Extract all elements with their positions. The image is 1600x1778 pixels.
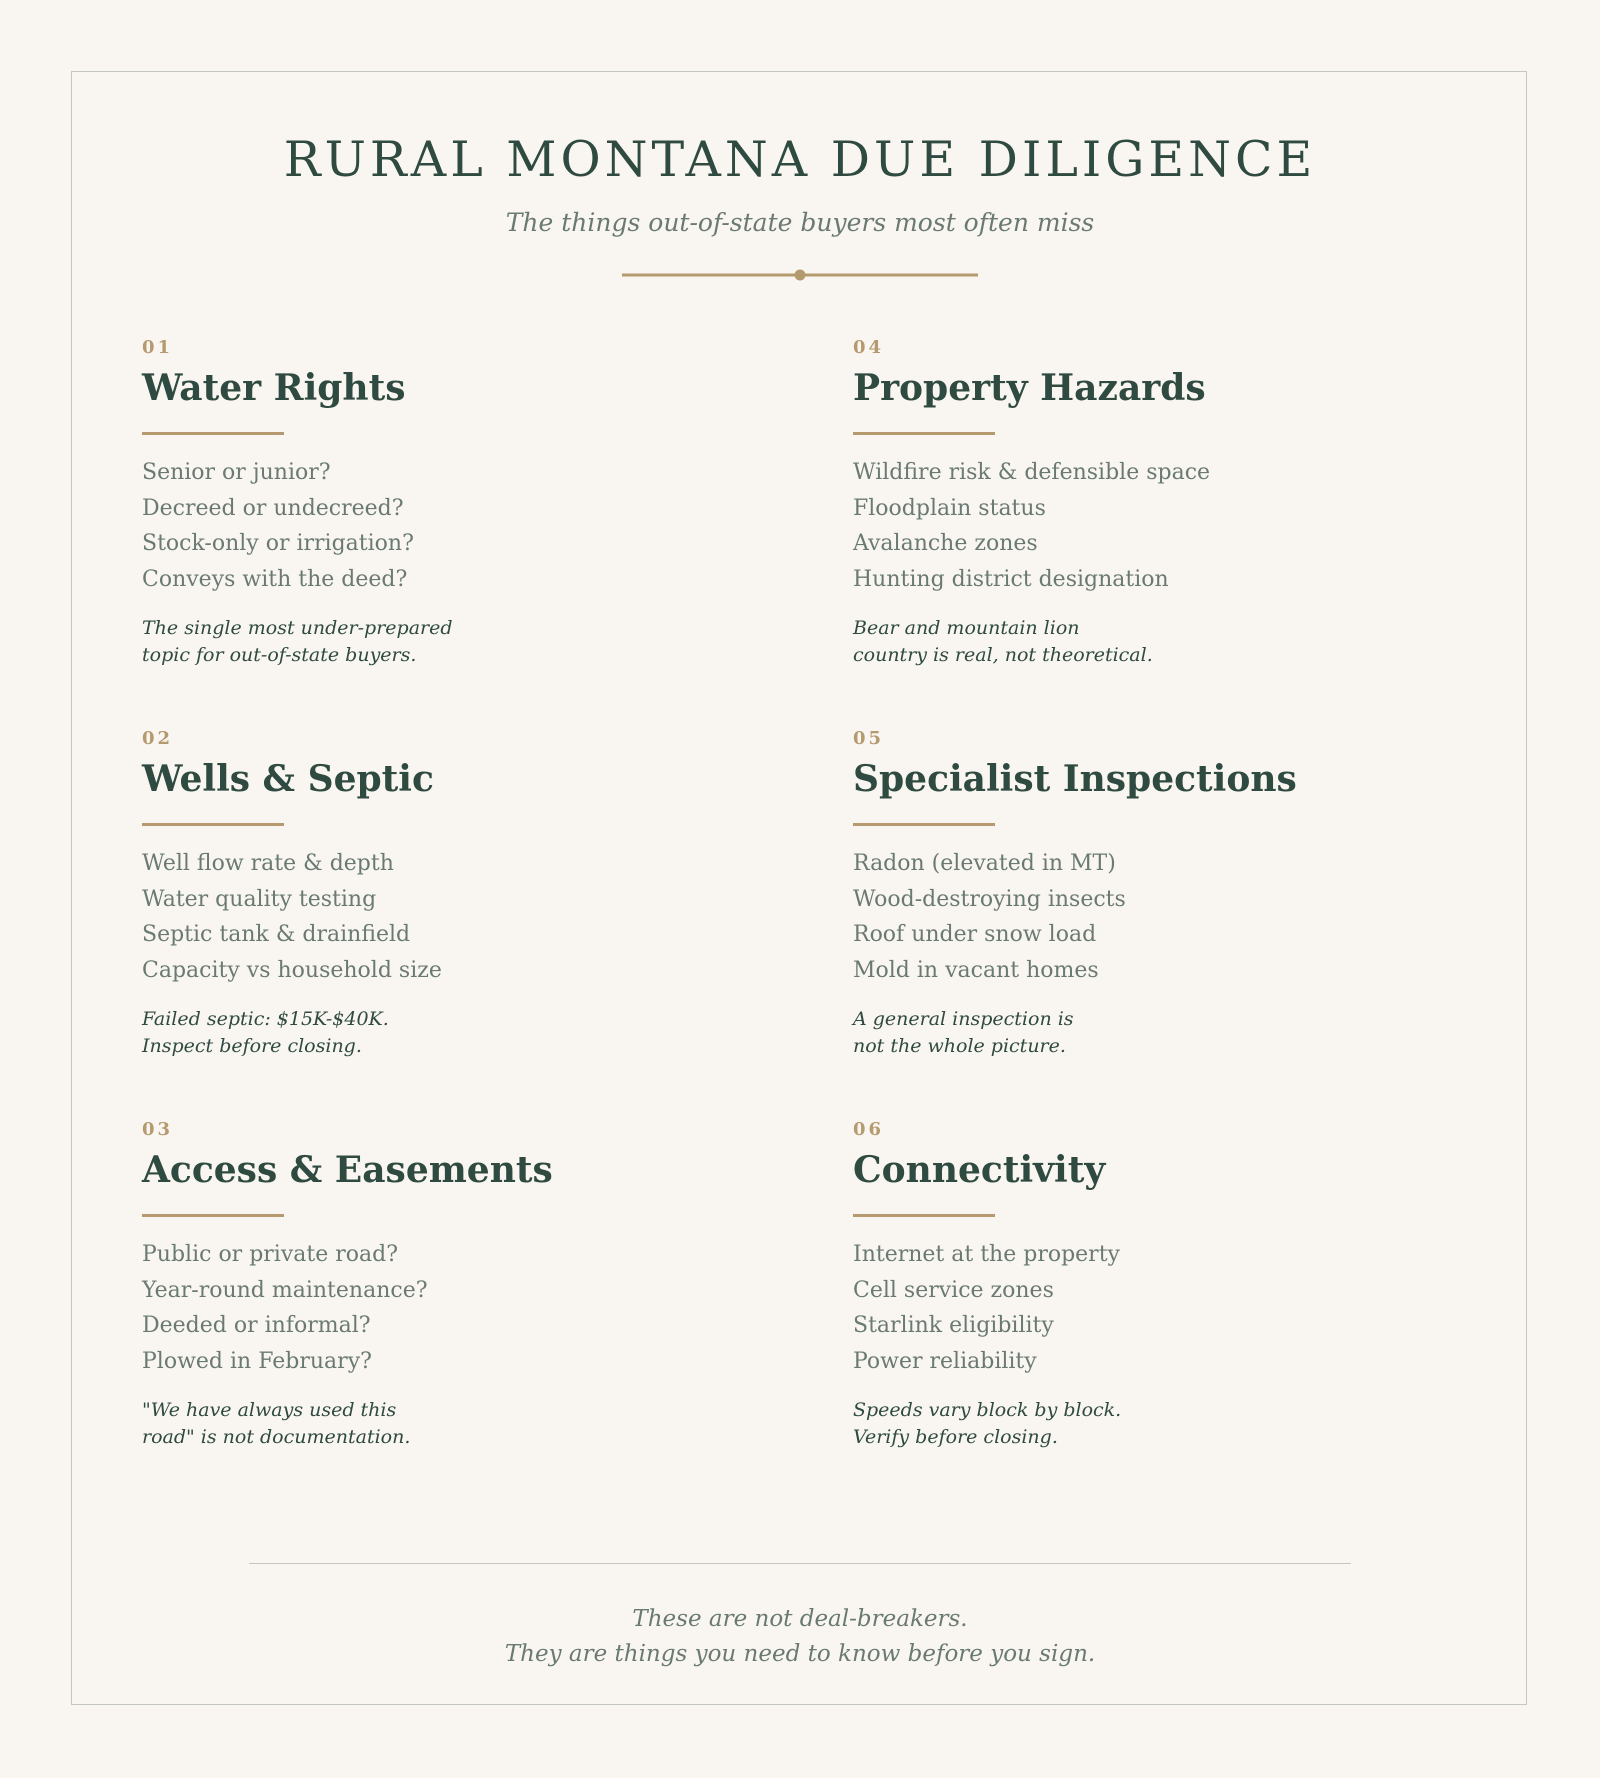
- section-number: 04: [853, 337, 885, 358]
- section-water-rights: [142, 336, 782, 669]
- footer-message: [0, 1602, 1600, 1672]
- list-item: Cell service zones: [853, 1277, 1054, 1303]
- list-item: Water quality testing: [142, 886, 377, 912]
- section-rule: [853, 823, 995, 826]
- section-number: 03: [142, 1119, 174, 1140]
- list-item: Deeded or informal?: [142, 1313, 371, 1338]
- section-access-easements: [142, 1118, 782, 1451]
- section-title: Specialist Inspections: [853, 758, 1297, 800]
- section-rule: [142, 823, 284, 826]
- list-item: Year-round maintenance?: [142, 1277, 428, 1303]
- footer-line-2: They are things you need to know before you sign.: [504, 1641, 1096, 1667]
- section-item-list: [142, 455, 782, 597]
- section-rule: [142, 1214, 284, 1217]
- section-title: Connectivity: [853, 1149, 1106, 1191]
- section-note: "We have always used this road" is not documentation.: [142, 1399, 411, 1448]
- section-item-list: [853, 1237, 1493, 1379]
- section-title: Water Rights: [142, 367, 406, 409]
- footer-line-1: These are not deal-breakers.: [632, 1606, 968, 1632]
- title-ornament-divider: [622, 267, 978, 283]
- list-item: Stock-only or irrigation?: [142, 531, 414, 556]
- section-connectivity: [853, 1118, 1493, 1451]
- section-item-list: [853, 846, 1493, 988]
- section-title: Access & Easements: [142, 1149, 553, 1191]
- section-rule: [853, 432, 995, 435]
- section-note: Speeds vary block by block. Verify before closing.: [853, 1399, 1122, 1448]
- list-item: Wildfire risk & defensible space: [853, 460, 1211, 485]
- section-rule: [142, 432, 284, 435]
- list-item: Wood-destroying insects: [853, 886, 1126, 912]
- section-number: 01: [142, 337, 174, 358]
- section-specialist-inspections: [853, 727, 1493, 1060]
- section-number: 05: [853, 728, 885, 749]
- list-item: Capacity vs household size: [142, 957, 442, 983]
- list-item: Mold in vacant homes: [853, 957, 1099, 983]
- list-item: Roof under snow load: [853, 922, 1097, 947]
- list-item: Well flow rate & depth: [142, 851, 394, 876]
- footer-divider: [249, 1563, 1351, 1564]
- list-item: Hunting district designation: [853, 566, 1169, 592]
- section-note: A general inspection is not the whole picture.: [853, 1008, 1074, 1057]
- section-item-list: [142, 846, 782, 988]
- section-item-list: [853, 455, 1493, 597]
- page-subtitle: The things out-of-state buyers most often miss: [505, 208, 1095, 237]
- list-item: Floodplain status: [853, 495, 1046, 521]
- section-item-list: [142, 1237, 782, 1379]
- section-note: The single most under-prepared topic for out-of-state buyers.: [142, 617, 453, 666]
- list-item: Conveys with the deed?: [142, 566, 408, 592]
- list-item: Internet at the property: [853, 1242, 1120, 1267]
- section-title: Wells & Septic: [142, 758, 434, 800]
- section-number: 06: [853, 1119, 885, 1140]
- list-item: Decreed or undecreed?: [142, 495, 404, 521]
- section-note: Failed septic: $15K-$40K. Inspect before closing.: [142, 1008, 389, 1057]
- section-number: 02: [142, 728, 174, 749]
- list-item: Radon (elevated in MT): [853, 851, 1116, 876]
- section-note: Bear and mountain lion country is real, not theoretical.: [853, 617, 1153, 666]
- list-item: Senior or junior?: [142, 460, 331, 485]
- section-title: Property Hazards: [853, 367, 1206, 409]
- page-title: RURAL MONTANA DUE DILIGENCE: [283, 131, 1317, 188]
- section-property-hazards: [853, 336, 1493, 669]
- list-item: Public or private road?: [142, 1242, 398, 1267]
- list-item: Plowed in February?: [142, 1348, 372, 1374]
- list-item: Power reliability: [853, 1348, 1037, 1374]
- list-item: Starlink eligibility: [853, 1313, 1054, 1338]
- section-rule: [853, 1214, 995, 1217]
- list-item: Avalanche zones: [853, 531, 1038, 556]
- list-item: Septic tank & drainfield: [142, 922, 411, 947]
- section-wells-septic: [142, 727, 782, 1060]
